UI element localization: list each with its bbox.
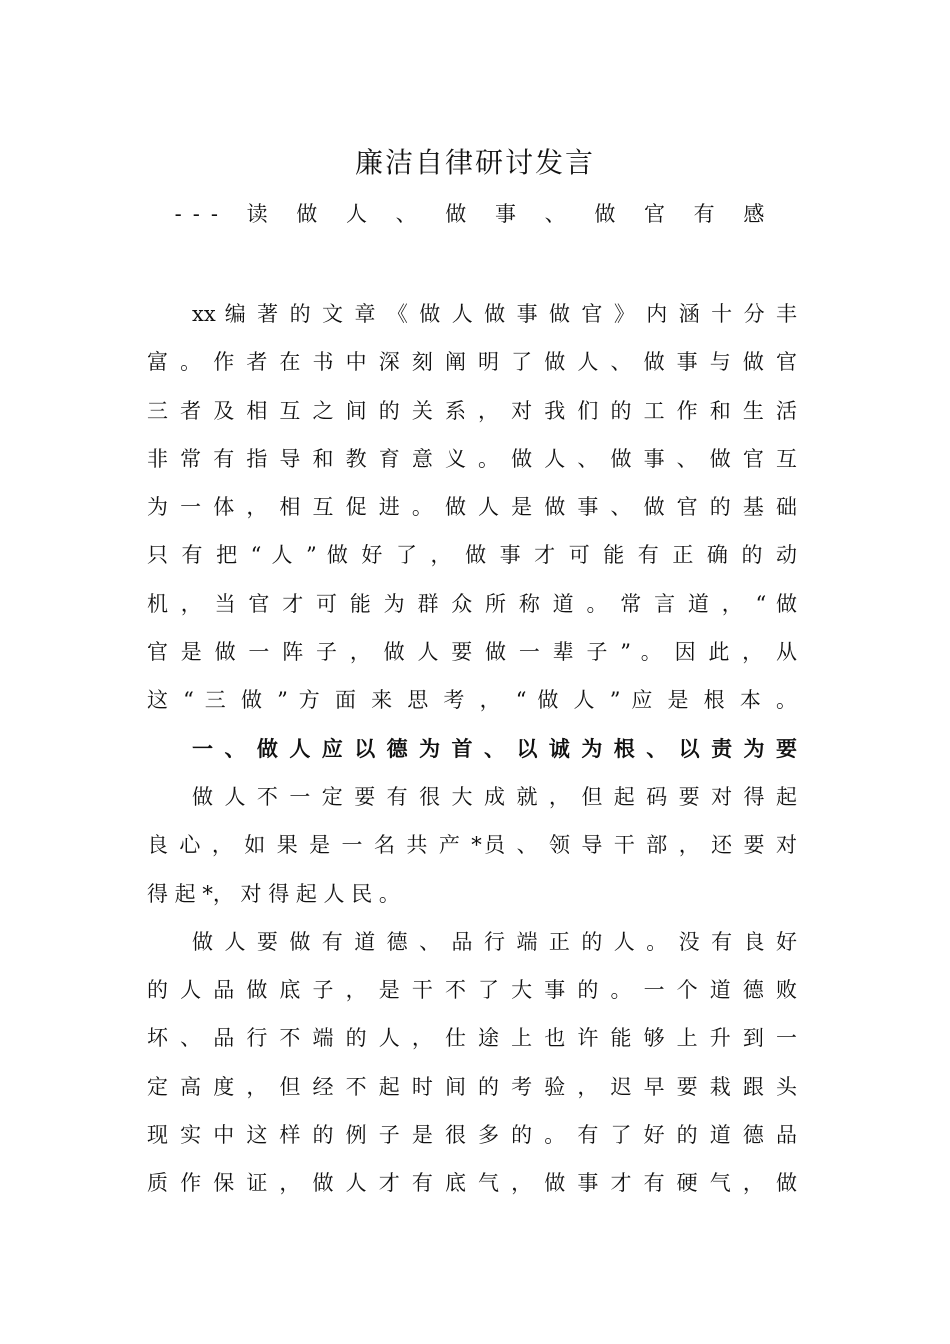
text-line: 非 常 有 指 导 和 教 育 意 义 。 做 人 、 做 事 、 做 官 互 [147, 446, 797, 471]
text-line: 的 人 品 做 底 子 ， 是 干 不 了 大 事 的 。 一 个 道 德 败 [147, 978, 797, 1003]
text-line: 质 作 保 证 ， 做 人 才 有 底 气 ， 做 事 才 有 硬 气 ， 做 [147, 1171, 797, 1196]
document-body [147, 290, 797, 1208]
text-line: 富 。 作 者 在 书 中 深 刻 阐 明 了 做 人 、 做 事 与 做 官 [147, 350, 797, 375]
text-line: 三 者 及 相 互 之 间 的 关 系 ， 对 我 们 的 工 作 和 生 活 [147, 398, 797, 423]
heading-line: 一 、 做 人 应 以 德 为 首 、 以 诚 为 根 、 以 责 为 要 [192, 736, 797, 761]
text-line: 只 有 把 “ 人 ” 做 好 了 ， 做 事 才 可 能 有 正 确 的 动 [147, 543, 797, 568]
text-line: xx 编 著 的 文 章 《 做 人 做 事 做 官 》 内 涵 十 分 丰 [192, 302, 797, 326]
text-line: 官 是 做 一 阵 子 ， 做 人 要 做 一 辈 子 ” 。 因 此 ， 从 [147, 640, 797, 665]
document-title: 廉洁自律研讨发言 [354, 146, 595, 179]
paragraph [147, 290, 797, 725]
text-line: 做 人 要 做 有 道 德 、 品 行 端 正 的 人 。 没 有 良 好 [192, 929, 797, 954]
text-line: 机 ， 当 官 才 可 能 为 群 众 所 称 道 。 常 言 道 ， “ 做 [147, 591, 797, 616]
section-heading [147, 725, 797, 773]
paragraph [147, 918, 797, 1208]
text-line: 良 心 ， 如 果 是 一 名 共 产 *员 、 领 导 干 部 ， 还 要 对 [147, 833, 797, 858]
text-line: 做 人 不 一 定 要 有 很 大 成 就 ， 但 起 码 要 对 得 起 [192, 784, 797, 809]
text-line: 这 “ 三 做 ” 方 面 来 思 考 ， “ 做 人 ” 应 是 根 本 。 [147, 688, 797, 713]
document-subtitle: --- 读 做 人 、 做 事 、 做 官 有 感 [174, 202, 776, 226]
text-line: 坏 、 品 行 不 端 的 人 ， 仕 途 上 也 许 能 够 上 升 到 一 [147, 1026, 797, 1051]
text-line: 为 一 体 ， 相 互 促 进 。 做 人 是 做 事 、 做 官 的 基 础 [147, 495, 797, 520]
text-line: 定 高 度 ， 但 经 不 起 时 间 的 考 验 ， 迟 早 要 栽 跟 头 [147, 1074, 797, 1099]
text-line: 现 实 中 这 样 的 例 子 是 很 多 的 。 有 了 好 的 道 德 品 [147, 1123, 797, 1148]
text-line: 得 起 *， 对 得 起 人 民 。 [147, 881, 400, 906]
paragraph [147, 773, 797, 918]
